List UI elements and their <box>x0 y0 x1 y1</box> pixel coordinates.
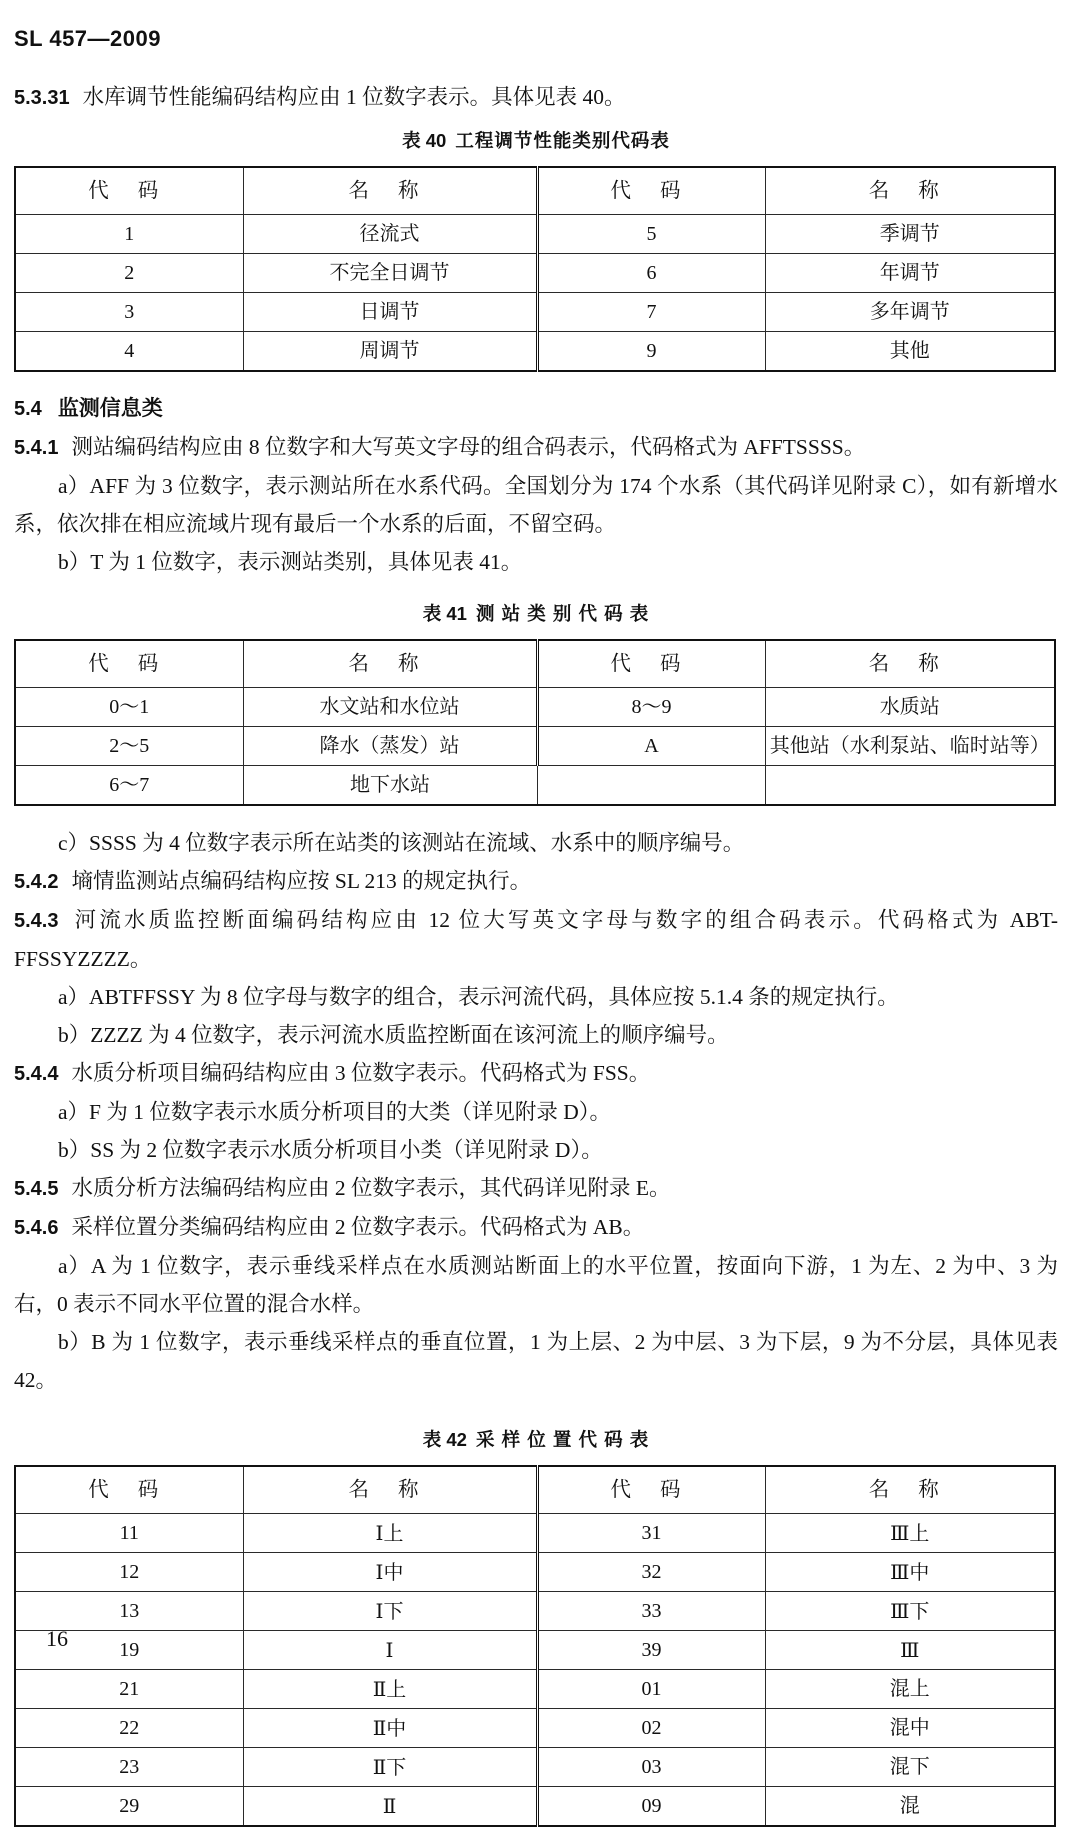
table-42-cell: 09 <box>537 1787 765 1827</box>
clause-text: b）SS 为 2 位数字表示水质分析项目小类（详见附录 D）。 <box>58 1138 603 1162</box>
clause-text: 水质分析项目编码结构应由 3 位数字表示。代码格式为 FSS。 <box>71 1061 651 1085</box>
table-41-cell: 8～9 <box>537 688 765 727</box>
table-41-header-row <box>15 640 1055 688</box>
clause-text: a）AFF 为 3 位数字，表示测站所在水系代码。全国划分为 174 个水系（其代码详见附录 C），如有新增水系，依次排在相应流域片现有最后一个水系的后面，不留空码。 <box>14 474 1058 536</box>
table-41-cell: 降水（蒸发）站 <box>243 727 537 766</box>
table-40-caption-title: 工程调节性能类别代码表 <box>455 130 670 151</box>
table-40-cell: 不完全日调节 <box>243 254 537 293</box>
table-40-cell: 9 <box>537 332 765 372</box>
table-42-cell: Ⅱ下 <box>243 1748 537 1787</box>
table-row <box>15 1748 1055 1787</box>
table-40-caption <box>14 126 1058 156</box>
table-40-header-name-2: 名 称 <box>765 167 1055 215</box>
clause-number: 5.4.1 <box>14 437 59 459</box>
table-42-cell: Ⅱ上 <box>243 1670 537 1709</box>
table-42-cell: Ⅱ中 <box>243 1709 537 1748</box>
clause-text: c）SSSS 为 4 位数字表示所在站类的该测站在流域、水系中的顺序编号。 <box>58 831 745 855</box>
table-41-cell: 水质站 <box>765 688 1055 727</box>
table-42-header-code-1: 代 码 <box>15 1466 243 1514</box>
table-42-cell: Ⅰ下 <box>243 1592 537 1631</box>
table-42-cell: Ⅰ <box>243 1631 537 1670</box>
clause-5-4-4 <box>14 1054 1058 1093</box>
table-row <box>15 1709 1055 1748</box>
table-row <box>15 688 1055 727</box>
table-row <box>15 1631 1055 1670</box>
table-41-header-code-2: 代 码 <box>537 640 765 688</box>
clause-5-4-1 <box>14 428 1058 467</box>
table-41-header-name-1: 名 称 <box>243 640 537 688</box>
table-40-cell: 径流式 <box>243 215 537 254</box>
clause-5-4-6-b <box>14 1323 1058 1399</box>
table-40-cell: 季调节 <box>765 215 1055 254</box>
standard-number-header: SL 457—2009 <box>14 26 161 51</box>
table-row <box>15 1787 1055 1827</box>
table-42-cell: 39 <box>537 1631 765 1670</box>
table-41-header-name-2: 名 称 <box>765 640 1055 688</box>
table-42-cell: 01 <box>537 1670 765 1709</box>
table-40-cell: 2 <box>15 254 243 293</box>
table-42-header-row <box>15 1466 1055 1514</box>
clause-text: a）A 为 1 位数字，表示垂线采样点在水质测站断面上的水平位置，按面向下游，1 为左、2 为中、3 为右，0 表示不同水平位置的混合水样。 <box>14 1254 1058 1316</box>
table-42-caption-title: 采 样 位 置 代 码 表 <box>475 1429 650 1450</box>
table-40-cell: 3 <box>15 293 243 332</box>
table-42-cell: 21 <box>15 1670 243 1709</box>
table-42-cell: Ⅰ上 <box>243 1514 537 1553</box>
clause-5-3-31 <box>14 78 1058 117</box>
clause-5-4-2 <box>14 862 1058 901</box>
table-row <box>15 727 1055 766</box>
clause-number: 5.3.31 <box>14 87 70 109</box>
table-40-cell: 4 <box>15 332 243 372</box>
clause-text: a）F 为 1 位数字表示水质分析项目的大类（详见附录 D）。 <box>58 1100 612 1124</box>
table-42-cell: 32 <box>537 1553 765 1592</box>
table-42-cell: 29 <box>15 1787 243 1827</box>
table-40-cell: 6 <box>537 254 765 293</box>
table-41-cell: 地下水站 <box>243 766 537 806</box>
table-42-cell: 混 <box>765 1787 1055 1827</box>
table-41-caption <box>14 599 1058 629</box>
clause-text: a）ABTFFSSY 为 8 位字母与数字的组合，表示河流代码，具体应按 5.1.4 条的规定执行。 <box>58 985 899 1009</box>
table-42-cell: Ⅲ <box>765 1631 1055 1670</box>
clause-number: 5.4.6 <box>14 1217 59 1239</box>
table-row <box>15 293 1055 332</box>
table-40-cell: 周调节 <box>243 332 537 372</box>
section-number: 5.4 <box>14 398 42 420</box>
table-40-cell: 7 <box>537 293 765 332</box>
table-40-cell: 其他 <box>765 332 1055 372</box>
clause-text: 水质分析方法编码结构应由 2 位数字表示，其代码详见附录 E。 <box>71 1176 671 1200</box>
page-content <box>14 78 1058 1827</box>
table-40-cell: 年调节 <box>765 254 1055 293</box>
page-number: 16 <box>46 1626 68 1651</box>
clause-number: 5.4.4 <box>14 1063 59 1085</box>
table-row <box>15 766 1055 806</box>
table-42-cell: Ⅰ中 <box>243 1553 537 1592</box>
table-42-cell: 03 <box>537 1748 765 1787</box>
table-41-cell: 0～1 <box>15 688 243 727</box>
table-row <box>15 254 1055 293</box>
clause-5-4-5 <box>14 1169 1058 1208</box>
clause-text: 水库调节性能编码结构应由 1 位数字表示。具体见表 40。 <box>82 85 626 109</box>
clause-5-4-1-b <box>14 543 1058 581</box>
table-40-cell: 日调节 <box>243 293 537 332</box>
table-40 <box>14 166 1056 372</box>
table-42-cell: 22 <box>15 1709 243 1748</box>
table-42-cell: 19 <box>15 1631 243 1670</box>
table-42-caption-number: 表 42 <box>422 1429 467 1450</box>
table-42-cell: 31 <box>537 1514 765 1553</box>
table-42-header-name-1: 名 称 <box>243 1466 537 1514</box>
table-41-cell-empty <box>537 766 765 806</box>
clause-text: 采样位置分类编码结构应由 2 位数字表示。代码格式为 AB。 <box>71 1215 645 1239</box>
table-41-cell: 水文站和水位站 <box>243 688 537 727</box>
table-41-cell: A <box>537 727 765 766</box>
table-row <box>15 332 1055 372</box>
table-41-header-code-1: 代 码 <box>15 640 243 688</box>
table-40-cell: 1 <box>15 215 243 254</box>
table-41-cell: 2～5 <box>15 727 243 766</box>
clause-number: 5.4.3 <box>14 910 59 932</box>
clause-text: b）ZZZZ 为 4 位数字，表示河流水质监控断面在该河流上的顺序编号。 <box>58 1023 729 1047</box>
table-40-caption-number: 表 40 <box>402 130 447 151</box>
table-40-cell: 多年调节 <box>765 293 1055 332</box>
clause-5-4-1-c <box>14 824 1058 862</box>
clause-5-4-3-a <box>14 978 1058 1016</box>
table-42 <box>14 1465 1056 1827</box>
table-row <box>15 215 1055 254</box>
clause-5-4-4-b <box>14 1131 1058 1169</box>
section-title-text: 监测信息类 <box>57 397 163 420</box>
clause-5-4-1-a <box>14 467 1058 543</box>
table-42-cell: 12 <box>15 1553 243 1592</box>
table-42-cell: 11 <box>15 1514 243 1553</box>
clause-5-4-4-a <box>14 1093 1058 1131</box>
clause-5-4-6 <box>14 1208 1058 1247</box>
table-row <box>15 1553 1055 1592</box>
table-40-header-code-2: 代 码 <box>537 167 765 215</box>
section-5-4-title <box>14 390 1058 428</box>
table-42-cell: 23 <box>15 1748 243 1787</box>
table-41-cell-empty <box>765 766 1055 806</box>
table-42-cell: Ⅲ下 <box>765 1592 1055 1631</box>
clause-text: b）B 为 1 位数字，表示垂线采样点的垂直位置，1 为上层、2 为中层、3 为下层，9 为不分层，具体见表 42。 <box>14 1330 1058 1392</box>
table-42-caption <box>14 1425 1058 1455</box>
table-40-header-name-1: 名 称 <box>243 167 537 215</box>
clause-5-4-3 <box>14 901 1058 978</box>
table-42-cell: 02 <box>537 1709 765 1748</box>
table-42-cell: 混下 <box>765 1748 1055 1787</box>
table-40-cell: 5 <box>537 215 765 254</box>
clause-text: 墒情监测站点编码结构应按 SL 213 的规定执行。 <box>71 869 532 893</box>
table-41-caption-number: 表 41 <box>422 603 467 624</box>
table-42-cell: 13 <box>15 1592 243 1631</box>
table-42-cell: 33 <box>537 1592 765 1631</box>
table-42-cell: Ⅲ上 <box>765 1514 1055 1553</box>
clause-text: 河流水质监控断面编码结构应由 12 位大写英文字母与数字的组合码表示。代码格式为 ABT-FFSSYZZZZ。 <box>14 908 1058 971</box>
table-42-cell: Ⅲ中 <box>765 1553 1055 1592</box>
table-42-cell: Ⅱ <box>243 1787 537 1827</box>
table-41-cell: 其他站（水利泵站、临时站等） <box>765 727 1055 766</box>
table-42-header-name-2: 名 称 <box>765 1466 1055 1514</box>
table-41-cell: 6～7 <box>15 766 243 806</box>
clause-5-4-3-b <box>14 1016 1058 1054</box>
table-row <box>15 1670 1055 1709</box>
clause-text: b）T 为 1 位数字，表示测站类别，具体见表 41。 <box>58 550 523 574</box>
table-row <box>15 1592 1055 1631</box>
table-42-cell: 混中 <box>765 1709 1055 1748</box>
table-41 <box>14 639 1056 806</box>
table-40-header-code-1: 代 码 <box>15 167 243 215</box>
table-42-cell: 混上 <box>765 1670 1055 1709</box>
table-41-caption-title: 测 站 类 别 代 码 表 <box>475 603 650 624</box>
table-42-header-code-2: 代 码 <box>537 1466 765 1514</box>
clause-5-4-6-a <box>14 1247 1058 1323</box>
table-row <box>15 1514 1055 1553</box>
clause-number: 5.4.2 <box>14 871 59 893</box>
clause-text: 测站编码结构应由 8 位数字和大写英文字母的组合码表示，代码格式为 AFFTSSSS。 <box>71 435 866 459</box>
table-40-header-row <box>15 167 1055 215</box>
clause-number: 5.4.5 <box>14 1178 59 1200</box>
